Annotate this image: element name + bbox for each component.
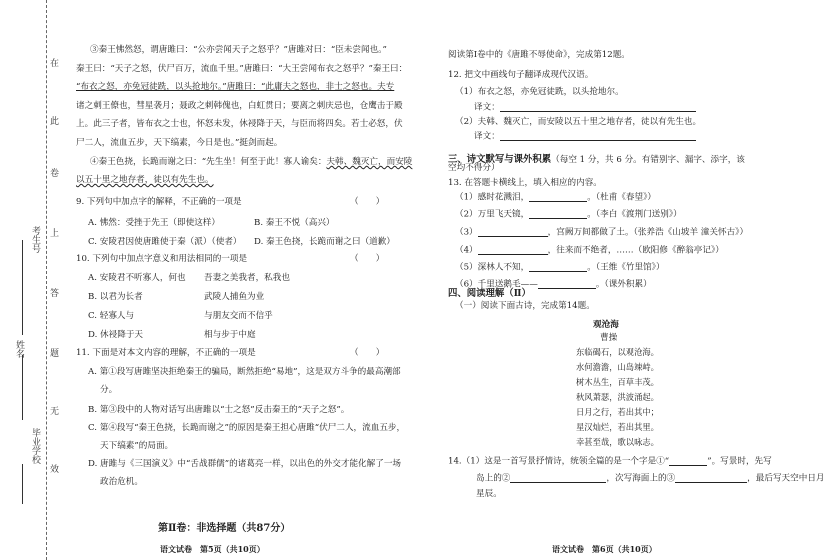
poem-line: 水何澹澹，山岛竦峙。 — [576, 362, 659, 372]
poem-line: 星汉灿烂，若出其里。 — [576, 422, 659, 432]
seal-char: 卷 — [50, 169, 60, 179]
q12-sentence-1: （1）布衣之怒，亦免冠徒跣，以头抢地尔。 — [455, 87, 624, 97]
q13-item — [455, 228, 748, 237]
q11-stem: 11. 下面是对本文内容的理解，不正确的一项是 — [76, 348, 256, 358]
q10-option-left: A. 安陵君不听寡人，何也 — [88, 273, 186, 283]
school-line — [22, 464, 23, 504]
poem-author: 曹操 — [600, 333, 618, 343]
seal-char: 效 — [50, 465, 60, 475]
seal-char: 在 — [50, 59, 60, 69]
q12-intro: 阅读第Ⅰ卷中的《唐雎不辱使命》，完成第12题。 — [448, 50, 630, 60]
seal-char: 题 — [50, 349, 60, 359]
q13-item-suffix: ，往来而不绝者，……（欧阳修《醉翁亭记》） — [547, 245, 724, 256]
right-page-footer: 语文试卷 第6页（共10页） — [552, 544, 657, 554]
school-label: 毕业学校 — [30, 428, 40, 464]
q10-option-right: 吾妻之美我者，私我也 — [204, 273, 290, 283]
q13-item-prefix: （1）感时花溅泪， — [455, 192, 530, 203]
name-label: 姓名 — [14, 340, 24, 358]
section4-heading: 四、阅读理解（Ⅱ） — [448, 288, 531, 299]
q10-option-right: 相与步于中庭 — [204, 330, 256, 340]
seal-char: 上 — [50, 229, 60, 239]
poem-line: 秋风萧瑟，洪波涌起。 — [576, 392, 659, 402]
student-id-line — [22, 240, 23, 335]
q9-option-a: A. 怫然：受挫于先王（即使这样） — [88, 218, 220, 228]
section3-heading: 三、诗文默写与课外积累（每空 1 分，共 6 分。有错别字、漏字、添字，该 — [448, 154, 745, 165]
poem-line: 东临碣石，以观沧海。 — [576, 347, 659, 357]
seal-char: 无 — [50, 407, 60, 417]
q13-item — [455, 193, 656, 202]
poem-title: 观沧海 — [593, 320, 619, 330]
passage-line: 秦王曰：“天子之怒，伏尸百万，流血千里。”唐雎曰：“大王尝闻布衣之怒乎？”秦王曰： — [76, 64, 408, 74]
passage-line: ③秦王怫然怒，谓唐雎曰：“公亦尝闻天子之怒乎？”唐雎对曰：“臣未尝闻也。” — [90, 45, 387, 55]
q13-item-suffix: 。（李白《渡荆门送别》） — [587, 209, 682, 220]
left-page-footer: 语文试卷 第5页（共10页） — [160, 544, 265, 554]
q13-item — [455, 210, 682, 219]
part2-title: 第Ⅱ卷：非选择题（共87分） — [158, 523, 291, 534]
q11-option-line: 天下缟素”的局面。 — [100, 441, 174, 451]
q10-paren: （ ） — [350, 254, 385, 264]
q11-option-line: 分。 — [100, 385, 118, 395]
poem-line: 日月之行，若出其中； — [576, 407, 659, 417]
underlined-sentence-head: 夫韩、魏灭亡，而安陵 — [326, 157, 413, 167]
q13-stem: 13. 在答题卡横线上，填入相应的内容。 — [448, 178, 602, 188]
q13-item-prefix: （3） — [455, 227, 478, 238]
q13-item-prefix: （4） — [455, 245, 478, 256]
q14-line3: 星辰。 — [476, 489, 502, 499]
q14-line2: 岛上的② ，次写海面上的③ ，最后写天空中日月 — [476, 473, 825, 484]
student-id-label: 考生号 — [30, 226, 40, 253]
name-line — [22, 355, 23, 420]
q10-option-left: D. 休祲降于天 — [88, 330, 144, 340]
passage-line: “布衣之怒，亦免冠徒跣，以头抢地尔。”唐雎曰：“此庸夫之怒也，非士之怒也。夫专 — [76, 82, 395, 92]
q12-sentence-2: （2）夫韩、魏灭亡，而安陵以五十里之地存者，徒以有先生也。 — [455, 117, 702, 127]
answer-blank — [478, 228, 548, 237]
q13-item-suffix: 。（杜甫《春望》） — [587, 192, 656, 203]
q11-paren: （ ） — [350, 348, 385, 358]
poem-line: 幸甚至哉，歌以咏志。 — [576, 437, 659, 447]
q12-translation-1: 译文： — [474, 103, 696, 112]
q11-option-line: B. 第③段中的人物对话写出唐雎以“士之怒”反击秦王的“天子之怒”。 — [88, 405, 350, 415]
q10-stem: 10. 下列句中加点字意义和用法相同的一项是 — [76, 254, 248, 264]
q11-option-line: A. 第①段写唐雎坚决拒绝秦王的骗局，断然拒绝“易地”，这是双方斗争的最高潮部 — [88, 367, 401, 377]
answer-blank — [529, 210, 587, 219]
binding-line — [46, 0, 47, 560]
answer-blank — [529, 263, 587, 272]
answer-blank — [538, 280, 596, 289]
q13-item-suffix: 。（课外积累） — [595, 279, 652, 290]
q9-option-d: D. 秦王色挠，长跪而谢之曰（道歉） — [254, 237, 395, 247]
q13-item-prefix: （2）万里飞天镜， — [455, 209, 530, 220]
passage-line: 诸之刺王僚也，彗星袭月；聂政之刺韩傀也，白虹贯日；要离之刺庆忌也，仓鹰击于殿 — [76, 101, 403, 111]
section3-heading-line2: 空均不得分） — [448, 163, 500, 173]
q13-item — [455, 263, 665, 272]
q9-paren: （ ） — [350, 197, 385, 207]
underlined-sentence-tail: 以五十里之地存者，徒以有先生也。 — [76, 175, 214, 185]
q13-item-suffix: ，宫阙万间都做了土。（张养浩《山坡羊 潼关怀古》） — [547, 227, 749, 238]
q12-translation-2: 译文： — [474, 132, 696, 141]
q11-option-line: C. 第④段写“秦王色挠，长跪而谢之”的原因是秦王担心唐雎“伏尸二人，流血五步， — [88, 423, 406, 433]
answer-blank — [529, 193, 587, 202]
q13-item-prefix: （5）深林人不知， — [455, 262, 530, 273]
seal-char: 此 — [50, 117, 60, 127]
q9-option-c: C. 安陵君因使唐雎使于秦（派）（使者） — [88, 237, 242, 247]
poem-line: 树木丛生，百草丰茂。 — [576, 377, 659, 387]
q11-option-line: 政治危机。 — [100, 477, 143, 487]
passage-line: 上。此三子者，皆布衣之士也，怀怒未发，休祲降于天，与臣而将四矣。若士必怒，伏 — [76, 119, 403, 129]
passage-line — [90, 158, 412, 167]
q10-option-right: 武陵人捕鱼为业 — [204, 292, 265, 302]
passage-line: 尸二人，流血五步，天下缟素，今日是也。”挺剑而起。 — [76, 138, 283, 148]
q14-line1: 14.（1）这是一首写景抒情诗，统领全篇的是一个字是①“ ”。写景时，先写 — [448, 456, 772, 467]
q9-stem: 9. 下列句中加点字的解释，不正确的一项是 — [76, 197, 242, 207]
answer-blank — [478, 246, 548, 255]
section4-sub: （一）阅读下面古诗，完成第14题。 — [455, 301, 595, 311]
q13-item-prefix: （6）千里送鹅毛—— — [455, 279, 538, 290]
seal-char: 答 — [50, 289, 60, 299]
q13-item-suffix: 。（王维《竹里馆》） — [587, 262, 665, 273]
q10-option-left: C. 轻寡人与 — [88, 311, 135, 321]
q13-item — [455, 246, 724, 255]
q10-option-right: 与朋友交而不信乎 — [204, 311, 273, 321]
q12-stem: 12. 把文中画线句子翻译成现代汉语。 — [448, 70, 594, 80]
q10-option-left: B. 以君为长者 — [88, 292, 143, 302]
passage-line — [76, 176, 214, 185]
q11-option-line: D. 唐雎与《三国演义》中“舌战群儒”的诸葛亮一样，以出色的外交才能化解了一场 — [88, 459, 402, 469]
passage-text-run: ④秦王色挠，长跪而谢之曰：“先生坐！何至于此！寡人谕矣： — [90, 157, 327, 167]
q9-option-b: B. 秦王不悦（高兴） — [254, 218, 335, 228]
